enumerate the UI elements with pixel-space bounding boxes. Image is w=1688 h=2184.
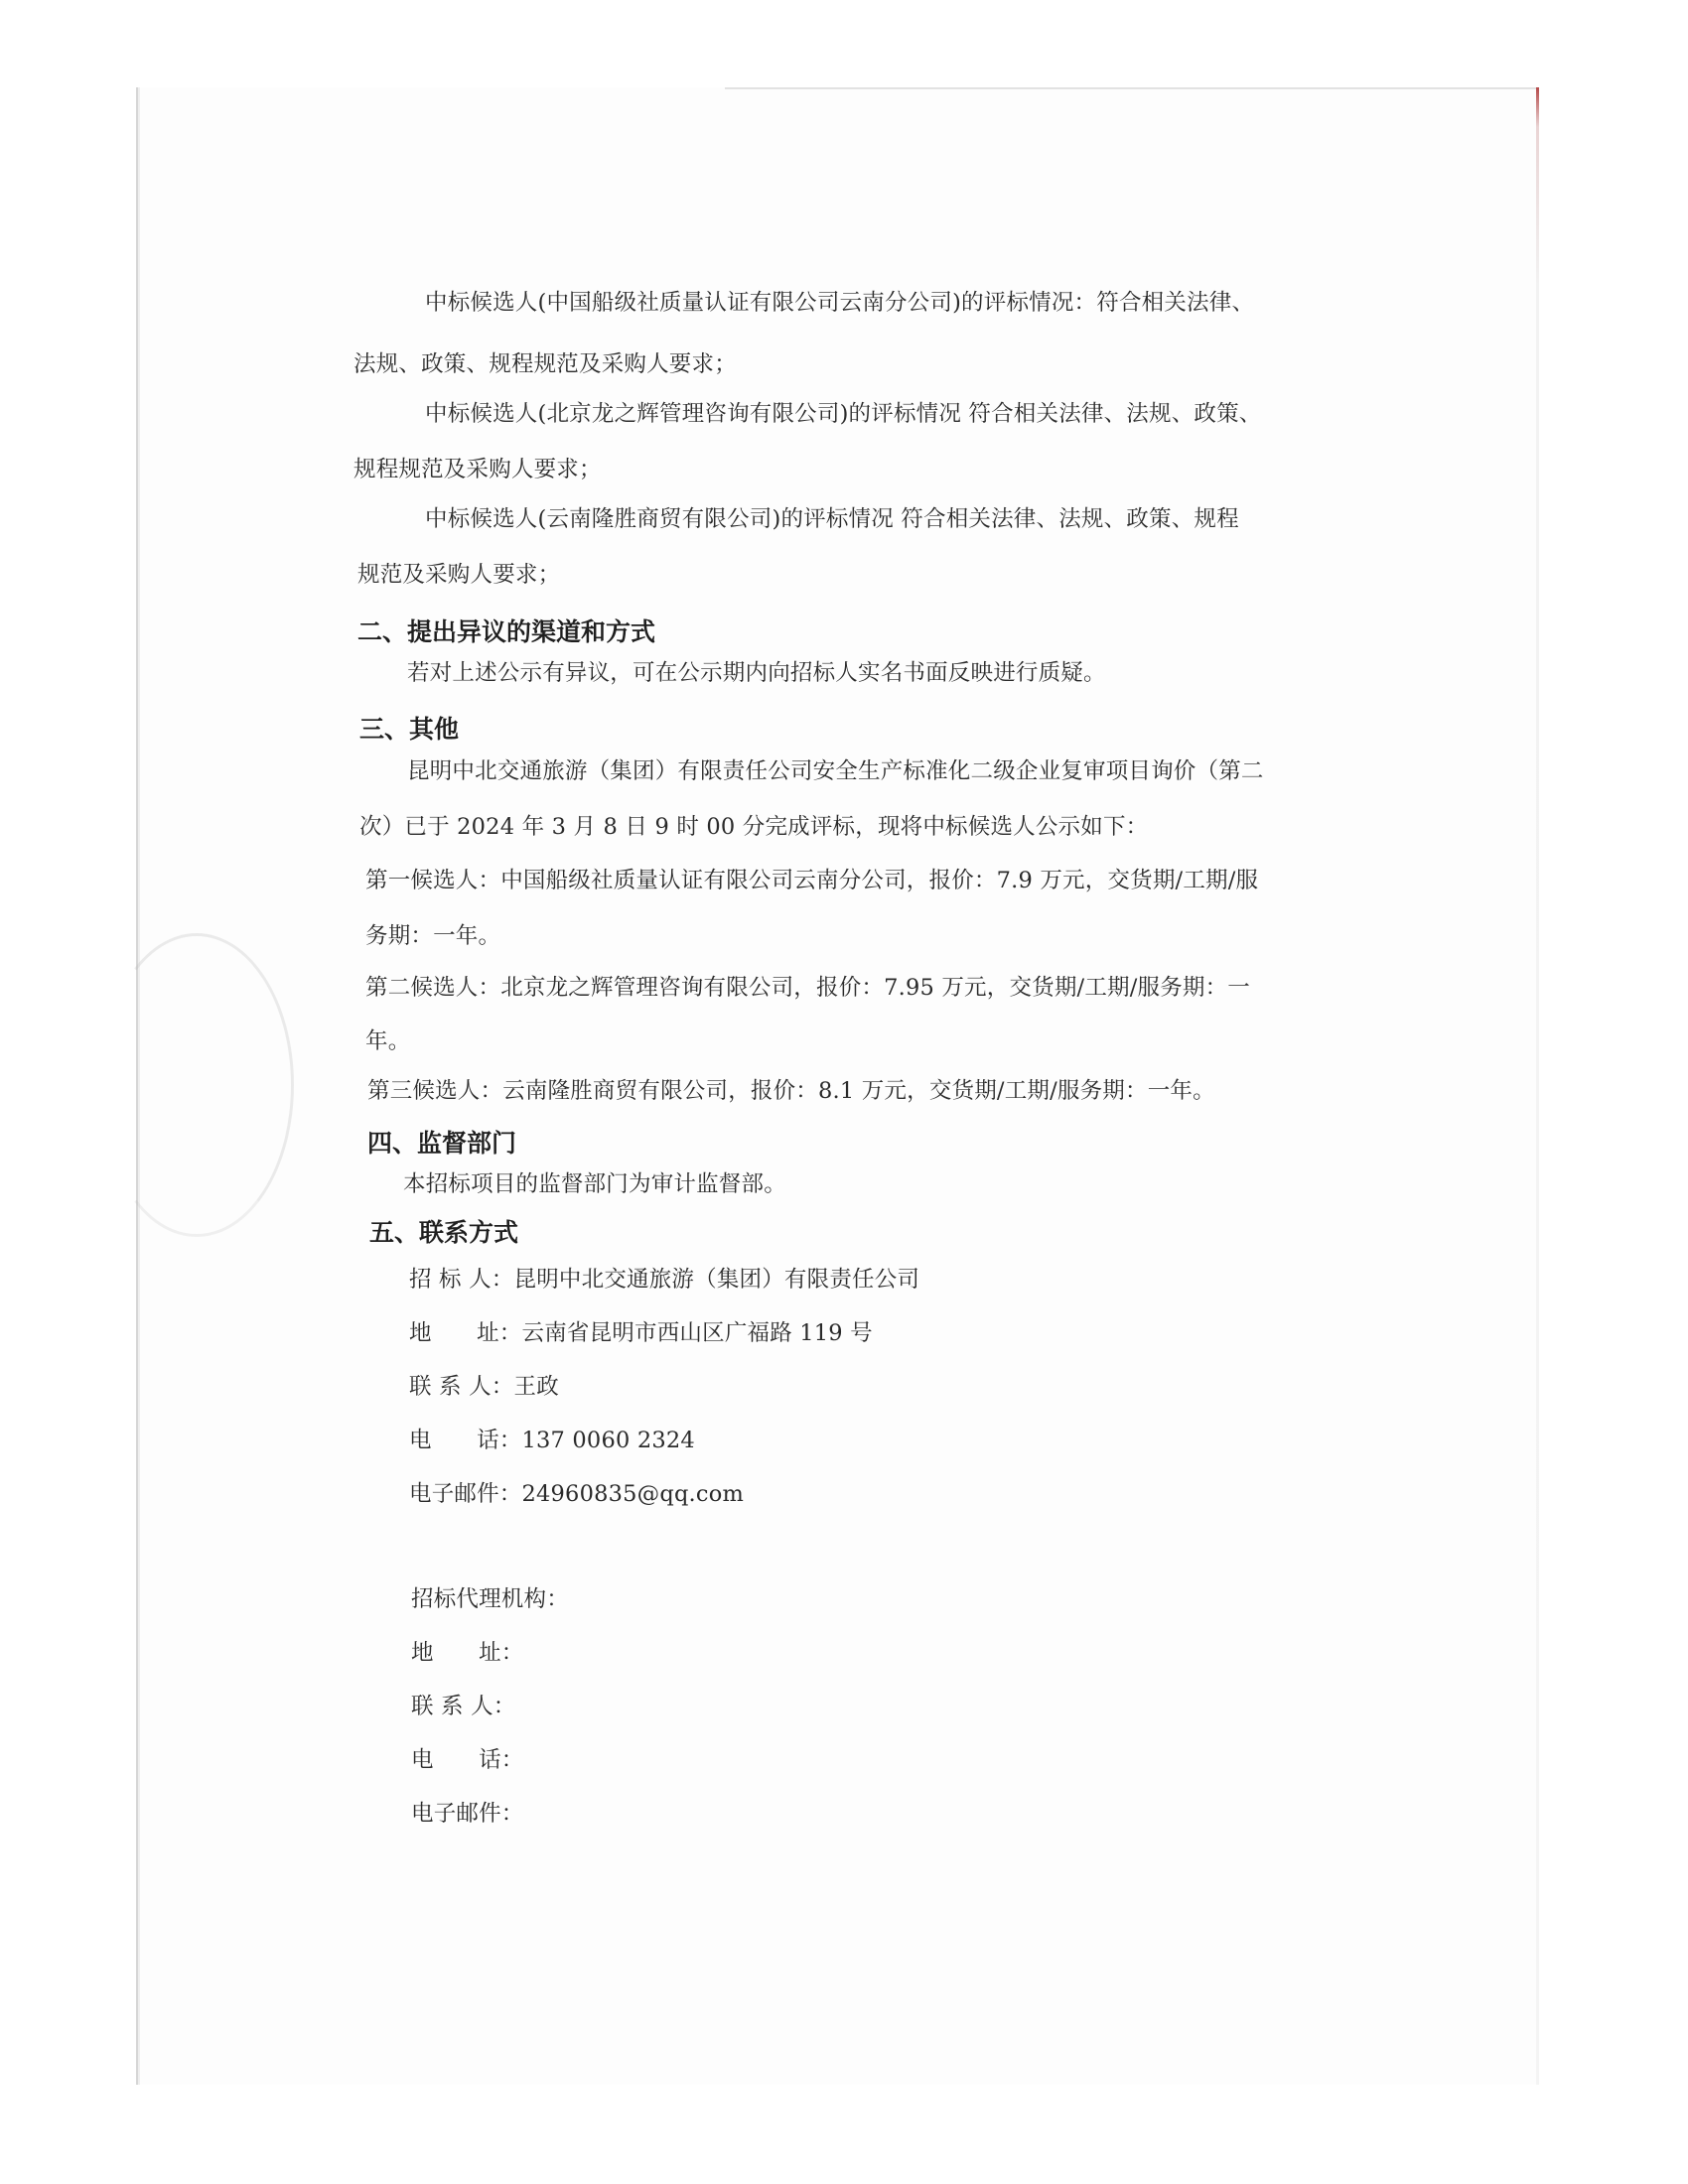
candidate3-line1: 第三候选人：云南隆胜商贸有限公司，报价：8.1 万元，交货期/工期/服务期：一年。 [367,1078,1215,1104]
page-top-edge [725,87,1539,89]
section2-heading: 二、提出异议的渠道和方式 [357,617,656,646]
eval1-line2: 法规、政策、规程规范及采购人要求； [353,351,737,377]
section3-heading: 三、其他 [359,715,460,744]
agency-title: 招标代理机构： [411,1586,569,1612]
tenderer-contact-value: 王政 [513,1374,559,1400]
agency-email-label: 电子邮件： [411,1801,524,1827]
section4-heading: 四、监督部门 [367,1129,517,1158]
agency-address-label: 地 址： [411,1640,524,1666]
tenderer-phone-row [409,1426,695,1455]
faint-seal-mark [99,933,294,1237]
tenderer-address-row [409,1318,873,1348]
tenderer-contact-row [409,1372,559,1402]
tenderer-contact-label: 联 系 人： [409,1374,514,1400]
tenderer-email-label: 电子邮件： [409,1481,522,1507]
tenderer-email-row [409,1479,744,1509]
page-right-edge [1536,87,1539,2085]
tenderer-email-value: 24960835@qq.com [521,1481,744,1507]
eval3-line2: 规范及采购人要求； [357,562,561,588]
section2-text: 若对上述公示有异议，可在公示期内向招标人实名书面反映进行质疑。 [407,660,1106,686]
agency-phone-label: 电 话： [411,1747,524,1773]
candidate1-line1: 第一候选人：中国船级社质量认证有限公司云南分公司，报价：7.9 万元，交货期/工期/服 [365,868,1259,893]
candidate2-line2: 年。 [365,1028,411,1054]
section3-intro-line2: 次）已于 2024 年 3 月 8 日 9 时 00 分完成评标，现将中标候选人公示如下： [359,814,1149,840]
tenderer-name-value: 昆明中北交通旅游（集团）有限责任公司 [513,1267,920,1293]
eval3-line1: 中标候选人(云南隆胜商贸有限公司)的评标情况 符合相关法律、法规、政策、规程 [425,506,1239,532]
section3-intro-line1: 昆明中北交通旅游（集团）有限责任公司安全生产标准化二级企业复审项目询价（第二 [407,758,1264,784]
tenderer-name-label: 招 标 人： [409,1267,514,1293]
tenderer-phone-value: 137 0060 2324 [521,1428,695,1453]
eval2-line2: 规程规范及采购人要求； [353,457,602,482]
section5-heading: 五、联系方式 [369,1218,519,1247]
candidate2-line1: 第二候选人：北京龙之辉管理咨询有限公司，报价：7.95 万元，交货期/工期/服务期：一 [365,975,1251,1001]
eval1-line1: 中标候选人(中国船级社质量认证有限公司云南分公司)的评标情况：符合相关法律、 [425,290,1255,316]
section4-text: 本招标项目的监督部门为审计监督部。 [403,1171,786,1197]
tenderer-name-row [409,1265,919,1295]
candidate1-line2: 务期：一年。 [365,923,501,949]
tenderer-phone-label: 电 话： [409,1428,522,1453]
tenderer-address-value: 云南省昆明市西山区广福路 119 号 [521,1320,873,1346]
agency-contact-label: 联 系 人： [411,1694,516,1719]
eval2-line1: 中标候选人(北京龙之辉管理咨询有限公司)的评标情况 符合相关法律、法规、政策、 [425,401,1262,427]
tenderer-address-label: 地 址： [409,1320,522,1346]
